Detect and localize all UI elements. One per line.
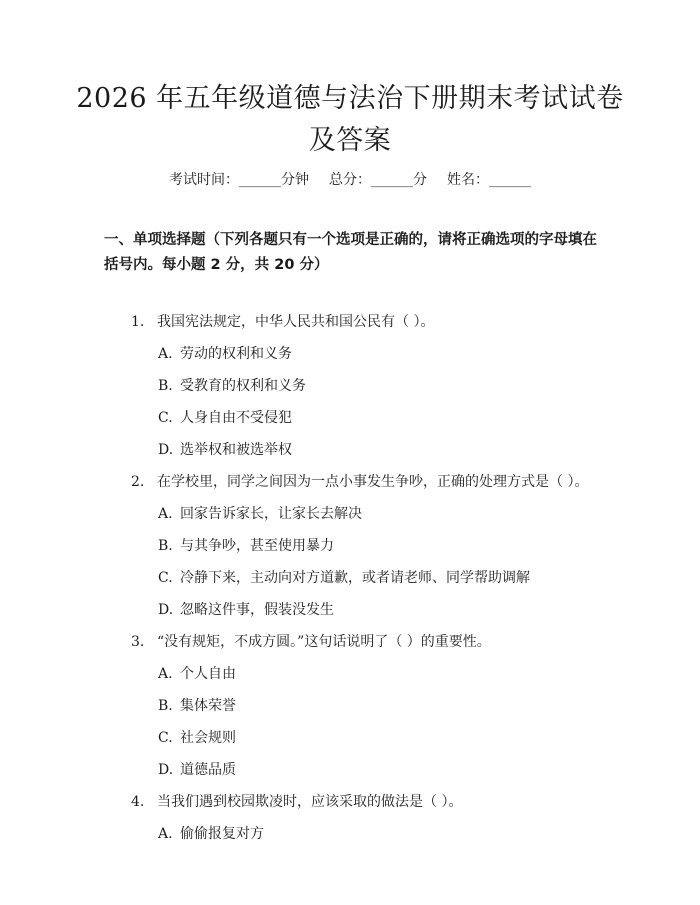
option-text: 冷静下来，主动向对方道歉，或者请老师、同学帮助调解	[180, 570, 530, 586]
q1-option-b	[158, 375, 306, 395]
option-text: 与其争吵，甚至使用暴力	[180, 538, 334, 554]
question-number: 3.	[131, 634, 145, 650]
option-text: 人身自由不受侵犯	[180, 410, 292, 426]
q3-option-c	[158, 727, 236, 747]
option-text: 忽略这件事，假装没发生	[180, 602, 334, 618]
student-name: 姓名：______	[447, 172, 531, 188]
option-letter: B.	[158, 378, 173, 394]
q4-option-a	[158, 823, 264, 843]
document-title	[60, 78, 640, 162]
option-letter: B.	[158, 538, 173, 554]
question-number: 1.	[131, 314, 145, 330]
question-text: 我国宪法规定，中华人民共和国公民有（ ）。	[157, 314, 435, 330]
option-letter: A.	[158, 826, 173, 842]
option-text: 劳动的权利和义务	[180, 346, 292, 362]
q1-option-d	[158, 439, 292, 459]
q2-option-b	[158, 535, 334, 555]
q3-option-a	[158, 663, 236, 683]
question-2	[131, 471, 588, 491]
option-letter: B.	[158, 698, 173, 714]
exam-meta	[0, 169, 700, 189]
question-text: “没有规矩，不成方圆。”这句话说明了（ ）的重要性。	[157, 634, 491, 650]
q3-option-b	[158, 695, 236, 715]
option-letter: C.	[158, 730, 173, 746]
question-4	[131, 791, 462, 811]
q1-option-c	[158, 407, 292, 427]
question-number: 4.	[131, 794, 145, 810]
question-text: 当我们遇到校园欺凌时，应该采取的做法是（ ）。	[157, 794, 463, 810]
option-letter: C.	[158, 410, 173, 426]
q2-option-a	[158, 503, 362, 523]
q2-option-d	[158, 599, 334, 619]
question-text: 在学校里，同学之间因为一点小事发生争吵，正确的处理方式是（ ）。	[157, 474, 589, 490]
option-letter: A.	[158, 346, 173, 362]
question-1	[131, 311, 434, 331]
option-letter: D.	[158, 442, 174, 458]
option-text: 道德品质	[180, 762, 236, 778]
option-letter: A.	[158, 666, 173, 682]
option-letter: A.	[158, 506, 173, 522]
option-text: 回家告诉家长，让家长去解决	[180, 506, 362, 522]
option-text: 个人自由	[180, 666, 236, 682]
option-letter: C.	[158, 570, 173, 586]
total-score: 总分：______分	[329, 172, 427, 188]
exam-time: 考试时间：______分钟	[169, 172, 309, 188]
q1-option-a	[158, 343, 292, 363]
option-text: 集体荣誉	[180, 698, 236, 714]
option-letter: D.	[158, 762, 174, 778]
option-letter: D.	[158, 602, 174, 618]
q3-option-d	[158, 759, 236, 779]
question-number: 2.	[131, 474, 145, 490]
title-line-2: 及答案	[308, 125, 392, 156]
option-text: 社会规则	[180, 730, 236, 746]
title-line-1: 2026 年五年级道德与法治下册期末考试试卷	[76, 83, 624, 114]
option-text: 选举权和被选举权	[180, 442, 292, 458]
question-3	[131, 631, 491, 651]
option-text: 受教育的权利和义务	[180, 378, 306, 394]
option-text: 偷偷报复对方	[180, 826, 264, 842]
q2-option-c	[158, 567, 530, 587]
section-heading: 一、单项选择题（下列各题只有一个选项是正确的，请将正确选项的字母填在括号内。每小题 2 分，共 20 分）	[104, 232, 597, 273]
